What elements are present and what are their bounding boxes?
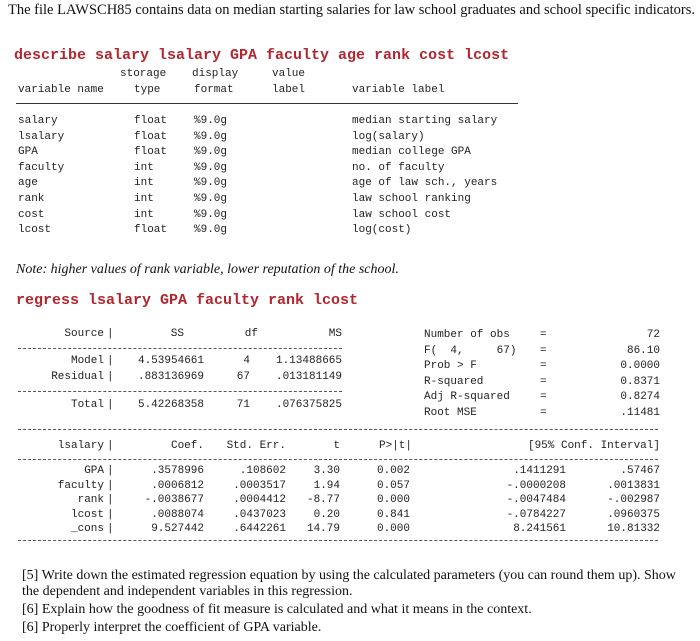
stat-value: 0.8274 [620, 391, 660, 404]
stat-eq: = [540, 375, 547, 388]
coef-t: 1.94 [313, 479, 340, 492]
variable-name: lsalary [18, 130, 65, 143]
coef-value: 9.527442 [151, 523, 204, 536]
coef-var: rank [77, 494, 104, 507]
anova-source: Total [70, 399, 104, 411]
stat-value: .11481 [620, 407, 660, 419]
stat-label: R-squared [424, 375, 484, 388]
storage-type: float [134, 115, 168, 127]
coef-sep: | [107, 479, 114, 492]
describe-header-rule [16, 103, 518, 104]
variable-label: age of law sch., years [352, 177, 498, 190]
coef-dash-bottom [18, 540, 658, 541]
coef-sep: | [107, 508, 114, 521]
coef-sep: | [107, 523, 114, 536]
anova-sep: | [107, 399, 114, 411]
coef-header-se: Std. Err. [226, 440, 286, 452]
regress-command: regress lsalary GPA faculty rank lcost [16, 292, 359, 309]
stat-label: Number of obs [424, 329, 510, 341]
stat-label: F( 4, 67) [424, 344, 517, 357]
variable-name: GPA [18, 146, 38, 159]
coef-header-p: P>|t| [378, 440, 412, 452]
anova-header-ss: SS [170, 328, 184, 340]
coef-se: .0004412 [233, 494, 286, 507]
anova-df: 67 [236, 371, 250, 383]
coef-ci-low: -.0000208 [506, 479, 566, 492]
variable-label: law school cost [352, 208, 452, 221]
storage-type: int [134, 208, 154, 221]
header-storage: storage [120, 68, 167, 80]
coef-sep: | [107, 465, 114, 477]
variable-label: law school ranking [352, 193, 471, 205]
stat-label: Prob > F [424, 360, 477, 373]
coef-header-dep: lsalary [57, 440, 104, 452]
coef-se: .108602 [239, 465, 286, 477]
display-format: %9.0g [194, 115, 228, 127]
anova-header-source: Source [64, 328, 104, 340]
coef-ci-high: .0013831 [607, 479, 660, 492]
header-variable-label: variable label [352, 84, 445, 96]
variable-name: salary [18, 115, 58, 127]
question-text: [6] Properly interpret the coefficient of GPA variable. [22, 620, 322, 635]
coef-value: -.0038677 [144, 494, 204, 507]
coef-ci-high: -.002987 [607, 494, 660, 507]
display-format: %9.0g [194, 130, 228, 143]
coef-dash-top [18, 429, 658, 430]
coef-var: GPA [84, 465, 104, 477]
coef-sep: | [107, 494, 114, 507]
stat-value: 0.8371 [620, 375, 660, 388]
anova-header-df: df [244, 328, 258, 340]
storage-type: float [134, 130, 168, 143]
anova-sep: | [107, 355, 114, 367]
coef-p: 0.000 [376, 523, 410, 536]
coef-sep: | [107, 440, 114, 452]
anova-ms: 1.13488665 [275, 355, 342, 367]
variable-name: faculty [18, 161, 65, 174]
header-display: display [192, 68, 239, 80]
coef-ci-low: -.0784227 [506, 508, 566, 521]
variable-label: median starting salary [352, 115, 498, 127]
display-format: %9.0g [194, 146, 228, 159]
anova-source: Residual [51, 371, 104, 383]
coef-ci-high: .57467 [620, 465, 660, 477]
variable-name: rank [18, 193, 45, 205]
storage-type: float [134, 146, 168, 159]
stat-label: Adj R-squared [424, 391, 510, 404]
stat-label: Root MSE [424, 407, 477, 419]
coef-var: lcost [70, 508, 104, 521]
variable-label: log(cost) [352, 224, 412, 237]
variable-label: median college GPA [352, 146, 471, 159]
coef-se: .0437023 [233, 508, 286, 521]
variable-label: no. of faculty [352, 161, 445, 174]
coef-p: 0.000 [376, 494, 410, 507]
storage-type: float [134, 224, 168, 237]
storage-type: int [134, 193, 154, 205]
header-value: value [272, 68, 306, 80]
coef-se: .6442261 [233, 523, 286, 536]
describe-command: describe salary lsalary GPA faculty age rank cost lcost [14, 47, 510, 64]
note-text: Note: higher values of rank variable, lower reputation of the school. [16, 262, 399, 277]
coef-ci-high: .0960375 [607, 508, 660, 521]
display-format: %9.0g [194, 224, 228, 237]
coef-ci-low: 8.241561 [513, 523, 566, 536]
coef-p: 0.057 [376, 479, 410, 492]
question-text: [5] Write down the estimated regression equation by using the calculated parameters (you can round them up). Show the dependent and independent variables in this regression. [22, 568, 676, 599]
anova-ms: .013181149 [275, 371, 342, 383]
header-format: format [194, 84, 234, 96]
coef-ci-low: -.0047484 [506, 494, 566, 507]
coef-t: 0.20 [313, 508, 340, 521]
coef-p: 0.841 [376, 508, 410, 521]
coef-var: _cons [70, 523, 104, 536]
anova-header-ms: MS [328, 328, 342, 340]
stat-eq: = [540, 344, 547, 357]
question-text: [6] Explain how the goodness of fit measure is calculated and what it means in the context. [22, 602, 532, 617]
anova-sep: | [107, 371, 114, 383]
variable-name: cost [18, 208, 45, 221]
anova-ms: .076375825 [275, 399, 342, 411]
anova-df: 4 [243, 355, 250, 367]
display-format: %9.0g [194, 161, 228, 174]
coef-value: .0006812 [151, 479, 204, 492]
stat-value: 0.0000 [620, 360, 660, 373]
header-label: label [272, 84, 306, 96]
anova-df: 71 [236, 399, 250, 411]
coef-value: .3578996 [151, 465, 204, 477]
display-format: %9.0g [194, 208, 228, 221]
stat-value: 86.10 [626, 344, 660, 357]
stat-eq: = [540, 391, 547, 404]
anova-ss: .883136969 [137, 371, 204, 383]
stat-eq: = [540, 329, 547, 341]
anova-dash-rule-2 [18, 391, 342, 392]
header-variable-name: variable name [18, 84, 104, 96]
anova-dash-rule [18, 348, 342, 349]
variable-name: age [18, 177, 38, 190]
coef-header-ci: [95% Conf. Interval] [527, 440, 660, 452]
coef-value: .0088074 [151, 508, 204, 521]
anova-ss: 5.42268358 [137, 399, 204, 411]
coef-var: faculty [57, 479, 104, 492]
variable-label: log(salary) [352, 130, 425, 143]
coef-se: .0003517 [233, 479, 286, 492]
coef-ci-low: .1411291 [513, 465, 566, 477]
variable-name: lcost [18, 224, 52, 237]
storage-type: int [134, 161, 154, 174]
stat-eq: = [540, 360, 547, 373]
coef-t: 14.79 [306, 523, 340, 536]
intro-text: The file LAWSCH85 contains data on median starting salaries for law school graduates and school specific indicators. [8, 2, 695, 18]
display-format: %9.0g [194, 177, 228, 190]
coef-p: 0.002 [376, 465, 410, 477]
stat-value: 72 [646, 329, 660, 341]
header-type: type [134, 84, 161, 96]
coef-ci-high: 10.81332 [607, 523, 660, 536]
anova-source: Model [70, 355, 104, 367]
coef-t: 3.30 [313, 465, 340, 477]
stat-eq: = [540, 407, 547, 419]
storage-type: int [134, 177, 154, 190]
coef-header-coef: Coef. [170, 440, 204, 452]
coef-header-t: t [333, 440, 340, 452]
anova-ss: 4.53954661 [137, 355, 204, 367]
coef-t: -8.77 [306, 494, 340, 507]
coef-dash-mid [18, 459, 658, 460]
display-format: %9.0g [194, 193, 228, 205]
anova-sep: | [107, 328, 114, 340]
